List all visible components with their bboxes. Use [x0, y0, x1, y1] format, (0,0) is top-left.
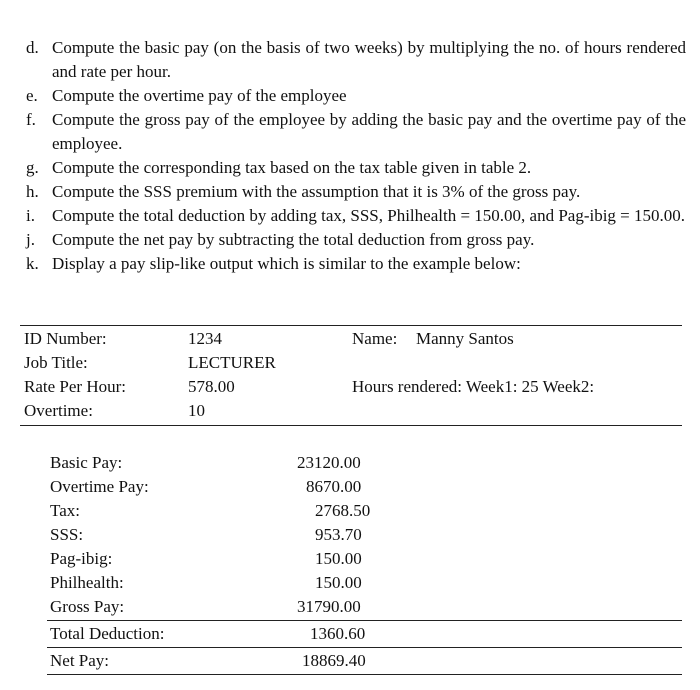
pag-ibig-label: Pag-ibig:: [50, 549, 113, 568]
rate-per-hour-label: Rate Per Hour:: [24, 377, 126, 396]
payslip-bottom-rule: [47, 674, 682, 675]
sss-label: SSS:: [50, 525, 84, 544]
name-label: Name:: [352, 329, 398, 348]
payslip-top-rule: [20, 325, 682, 326]
hours-rendered-label: Hours rendered: Week1: 25 Week2:: [352, 377, 595, 396]
rate-per-hour-value: 578.00: [188, 377, 235, 396]
sss-value: 953.70: [315, 525, 362, 544]
instruction-letter: k.: [26, 254, 39, 273]
instruction-text: Compute the gross pay of the employee by adding the basic pay and the overtime pay of the employee.: [52, 110, 686, 153]
id-number-label: ID Number:: [24, 329, 107, 348]
tax-label: Tax:: [50, 501, 80, 520]
instruction-letter: h.: [26, 182, 39, 201]
instruction-letter: j.: [26, 230, 35, 249]
job-title-label: Job Title:: [24, 353, 88, 372]
instruction-item: [26, 84, 686, 108]
pag-ibig-value: 150.00: [315, 549, 362, 568]
instruction-letter: d.: [26, 38, 39, 57]
philhealth-label: Philhealth:: [50, 573, 124, 592]
instruction-text: Compute the total deduction by adding tax, SSS, Philhealth = 150.00, and Pag-ibig = 150.00.: [52, 206, 686, 225]
instruction-text: Compute the corresponding tax based on the tax table given in table 2.: [52, 158, 532, 177]
philhealth-value: 150.00: [315, 573, 362, 592]
instruction-letter: f.: [26, 110, 36, 129]
basic-pay-value: 23120.00: [297, 453, 361, 472]
instruction-letter: e.: [26, 86, 38, 105]
instruction-letter: g.: [26, 158, 39, 177]
instruction-list: [26, 36, 686, 276]
net-pay-rule: [47, 647, 682, 648]
instruction-item: [26, 180, 686, 204]
instruction-text: Compute the SSS premium with the assumption that it is 3% of the gross pay.: [52, 182, 581, 201]
overtime-pay-label: Overtime Pay:: [50, 477, 149, 496]
instruction-text: Compute the net pay by subtracting the total deduction from gross pay.: [52, 230, 535, 249]
overtime-value: 10: [188, 401, 205, 420]
instruction-item: [26, 156, 686, 180]
job-title-value: LECTURER: [188, 353, 276, 372]
net-pay-value: 18869.40: [302, 651, 366, 670]
total-deduction-label: Total Deduction:: [50, 624, 165, 643]
instruction-item: [26, 204, 686, 228]
net-pay-label: Net Pay:: [50, 651, 110, 670]
id-number-value: 1234: [188, 329, 222, 348]
payslip-mid-rule: [20, 425, 682, 426]
basic-pay-label: Basic Pay:: [50, 453, 123, 472]
total-deduction-value: 1360.60: [310, 624, 366, 643]
overtime-label: Overtime:: [24, 401, 93, 420]
total-deduction-rule: [47, 620, 682, 621]
instruction-item: [26, 252, 686, 276]
instruction-letter: i.: [26, 206, 35, 225]
overtime-pay-value: 8670.00: [306, 477, 362, 496]
instruction-item: [26, 228, 686, 252]
gross-pay-label: Gross Pay:: [50, 597, 125, 616]
gross-pay-value: 31790.00: [297, 597, 361, 616]
instruction-text: Compute the overtime pay of the employee: [52, 86, 347, 105]
instruction-item: [26, 36, 686, 84]
instruction-text: Compute the basic pay (on the basis of two weeks) by multiplying the no. of hours rendered and rate per hour.: [52, 38, 686, 81]
instruction-item: [26, 108, 686, 156]
name-value: Manny Santos: [416, 329, 514, 348]
tax-value: 2768.50: [315, 501, 371, 520]
instruction-text: Display a pay slip-like output which is similar to the example below:: [52, 254, 521, 273]
